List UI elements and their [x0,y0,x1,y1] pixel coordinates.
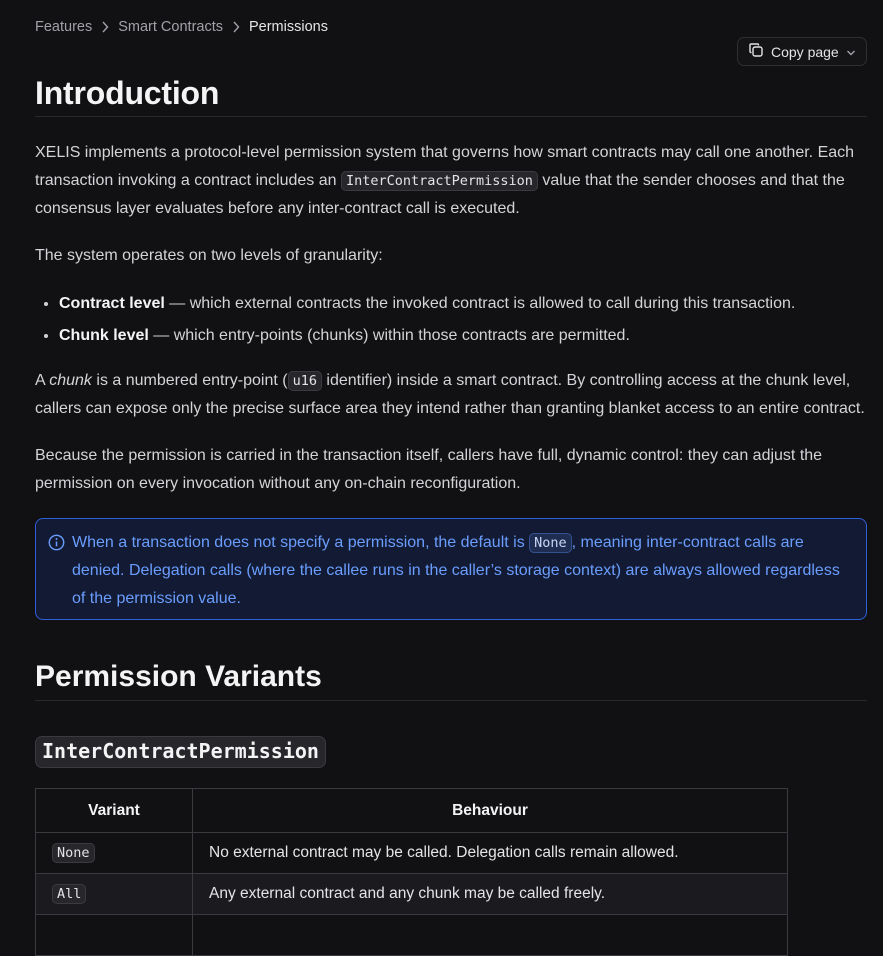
intro-p1-text-b: value that the sender chooses and that the consensus layer evaluates before any inter-contract call is executed. [35,172,845,217]
intro-p3-emphasis: chunk [49,372,92,389]
table-row [36,833,788,874]
intro-p1-text-a: XELIS implements a protocol-level permission system that governs how smart contracts may call one another. Each transaction invoking a contract includes an [35,144,855,189]
chevron-right-icon [231,18,241,36]
table-header-behaviour: Behaviour [193,789,788,833]
divider [35,116,867,117]
list-item-text: — which external contracts the invoked contract is allowed to call during this transaction. [164,295,796,312]
table-row [36,874,788,915]
intro-paragraph-1 [35,139,867,223]
code-intercontractpermission: InterContractPermission [341,171,538,191]
list-item-term: Chunk level [59,327,149,344]
code-variant: None [52,843,95,863]
callout-text-b: , meaning inter-contract calls are denied. Delegation calls (where the callee runs in the caller’s storage context) are always allowed regardless of the permission value. [72,534,840,607]
list-item [59,288,859,320]
divider [35,700,867,701]
chevron-right-icon [100,18,110,36]
list-item-text: — which entry-points (chunks) within those contracts are permitted. [148,327,630,344]
copy-icon [748,42,764,61]
intro-paragraph-3 [35,367,867,423]
section-title-permission-variants: Permission Variants [35,660,322,693]
page-title: Introduction [35,75,220,111]
table-header-row [36,789,788,833]
code-variant: All [52,884,86,904]
table-cell-behaviour [193,915,788,956]
intro-p3-text-b: is a numbered entry-point ( [91,372,288,389]
table-header-variant: Variant [36,789,193,833]
table-cell-behaviour: No external contract may be called. Delegation calls remain allowed. [193,833,788,874]
intro-p3-text-c: identifier) inside a smart contract. By controlling access at the chunk level, callers can expose only the precise surface area they intend rather than granting blanket access to an entire contract. [35,372,865,417]
breadcrumb [35,18,328,36]
callout-text-a: When a transaction does not specify a permission, the default is [72,534,530,551]
table-cell-behaviour: Any external contract and any chunk may be called freely. [193,874,788,915]
copy-page-label: Copy page [771,43,839,60]
permission-variants-table [35,788,788,956]
table-cell-variant [36,874,193,915]
table-cell-variant [36,833,193,874]
table-cell-variant [36,915,193,956]
copy-page-button[interactable] [737,37,867,66]
list-item [59,320,859,352]
intro-p3-text-a: A [35,372,50,389]
code-none: None [529,533,572,553]
info-callout [35,518,867,620]
list-item-term: Contract level [59,295,165,312]
intro-paragraph-2: The system operates on two levels of granularity: [35,247,383,264]
breadcrumb-current: Permissions [248,19,328,35]
chevron-down-icon[interactable] [846,44,856,60]
granularity-list [35,288,859,352]
info-icon [48,533,65,561]
intro-paragraph-4: Because the permission is carried in the transaction itself, callers have full, dynamic control: they can adjust the permission on every invocation without any on-chain reconfiguration. [35,447,823,492]
breadcrumb-link-smart-contracts[interactable]: Smart Contracts [118,19,223,35]
subsection-title-intercontractpermission: InterContractPermission [35,736,326,768]
table-row [36,915,788,956]
breadcrumb-link-features[interactable]: Features [35,19,93,35]
code-u16: u16 [288,371,322,391]
